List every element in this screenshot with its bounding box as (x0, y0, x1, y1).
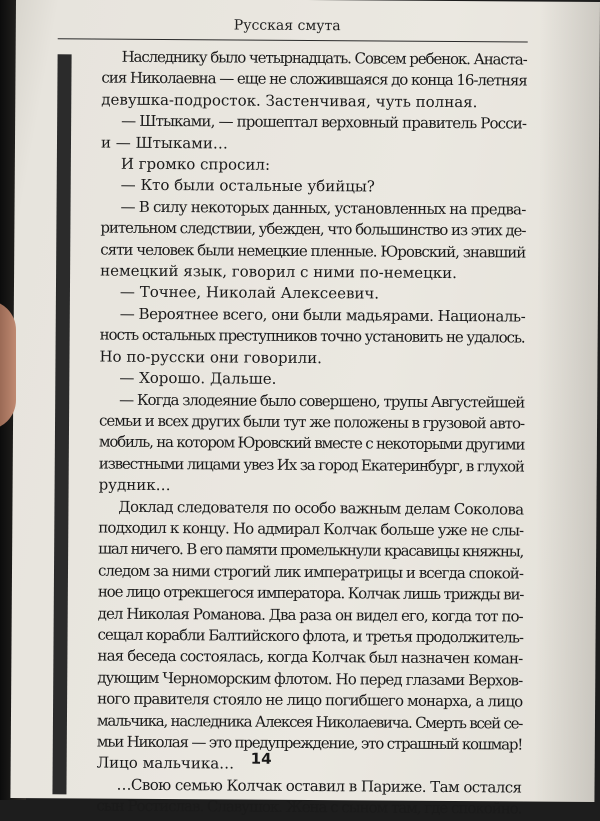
decorative-side-bar (52, 54, 71, 794)
text-line: известными лицами увез Их за город Екатеринбург, в глухой (98, 454, 524, 476)
text-line: дующим Черноморским флотом. Но перед глазами Верхов- (97, 668, 523, 690)
text-line: ность остальных преступников точно установить не удалось. (99, 325, 525, 347)
text-line: сия Николаевна — еще не сложившаяся до конца 16-летняя (101, 68, 527, 90)
text-line: ного правителя стояло не лицо погибшего монарха, а лицо (97, 689, 523, 711)
page-number: 14 (250, 749, 272, 768)
text-line: — Хорошо. Дальше. (119, 368, 277, 388)
text-line: шал ничего. В его памяти промелькнули красавицы княжны, (98, 539, 524, 561)
text-line: семьи и всех других были тут же положены в грузовой авто- (98, 411, 525, 433)
text-line: — Кто были остальные убийцы? (120, 176, 375, 196)
text-line: Наследнику было четырнадцать. Совсем ребенок. Анаста- (121, 47, 527, 69)
text-line: — Точнее, Николай Алексеевич. (119, 283, 380, 303)
thumb-edge (0, 300, 16, 430)
text-line: мальчика, наследника Алексея Николаевича. Смерть всей се- (96, 711, 523, 733)
text-line: сещал корабли Балтийского флота, и третья продолжитель- (97, 625, 524, 647)
text-line: — В силу некоторых данных, установленных на предва- (120, 197, 526, 219)
text-line: и — Штыками… (100, 133, 228, 153)
text-line: мьи Николая — это предупреждение, это страшный кошмар! (96, 732, 523, 754)
text-line: дел Николая Романова. Два раза он видел его, когда тот по- (97, 604, 523, 626)
text-line: И громко спросил: (120, 154, 271, 174)
text-line: …Свою семью Колчак оставил в Париже. Там остался (116, 775, 522, 797)
text-line: ное лицо отрекшегося императора. Колчак лишь трижды ви- (97, 582, 524, 604)
text-line: ная беседа состоялась, когда Колчак был назначен коман- (97, 646, 523, 668)
text-line: рительном следствии, убежден, что большинство из этих де- (100, 218, 526, 240)
text-line: Доклад следователя по особо важным делам Соколова (118, 497, 524, 519)
text-line: рудник… (98, 475, 171, 495)
text-line: подходил к концу. Но адмирал Колчак больше уже не слы- (98, 518, 524, 540)
text-line: — Вероятнее всего, они были мадьярами. Националь- (119, 304, 526, 326)
text-line: сын Ростислав. Славушок. Жена с сыном там, где спокойно. (96, 796, 522, 818)
text-line: Но по-русски они говорили. (99, 347, 322, 367)
book-page (10, 0, 600, 818)
text-line: — Когда злодеяние было совершено, трупы Августейшей (119, 390, 525, 412)
running-head: Русская смута (233, 17, 341, 35)
page-header (58, 8, 528, 42)
page-gutter-shade (534, 2, 600, 802)
text-line: мобиль, на котором Юровский вместе с некоторыми другими (98, 432, 525, 454)
text-line: немецкий язык, говорил с ними по-немецки. (100, 261, 458, 283)
text-line: сяти человек были немецкие пленные. Юровский, знавший (100, 240, 526, 262)
text-line: — Штыками, — прошептал верховный правитель Росси- (121, 111, 527, 133)
text-line: Лицо мальчика… (96, 753, 235, 773)
text-line: следом за ними строгий лик императрицы и всегда спокой- (97, 561, 524, 583)
text-line: девушка-подросток. Застенчивая, чуть полная. (101, 90, 478, 111)
body-text (96, 47, 526, 821)
